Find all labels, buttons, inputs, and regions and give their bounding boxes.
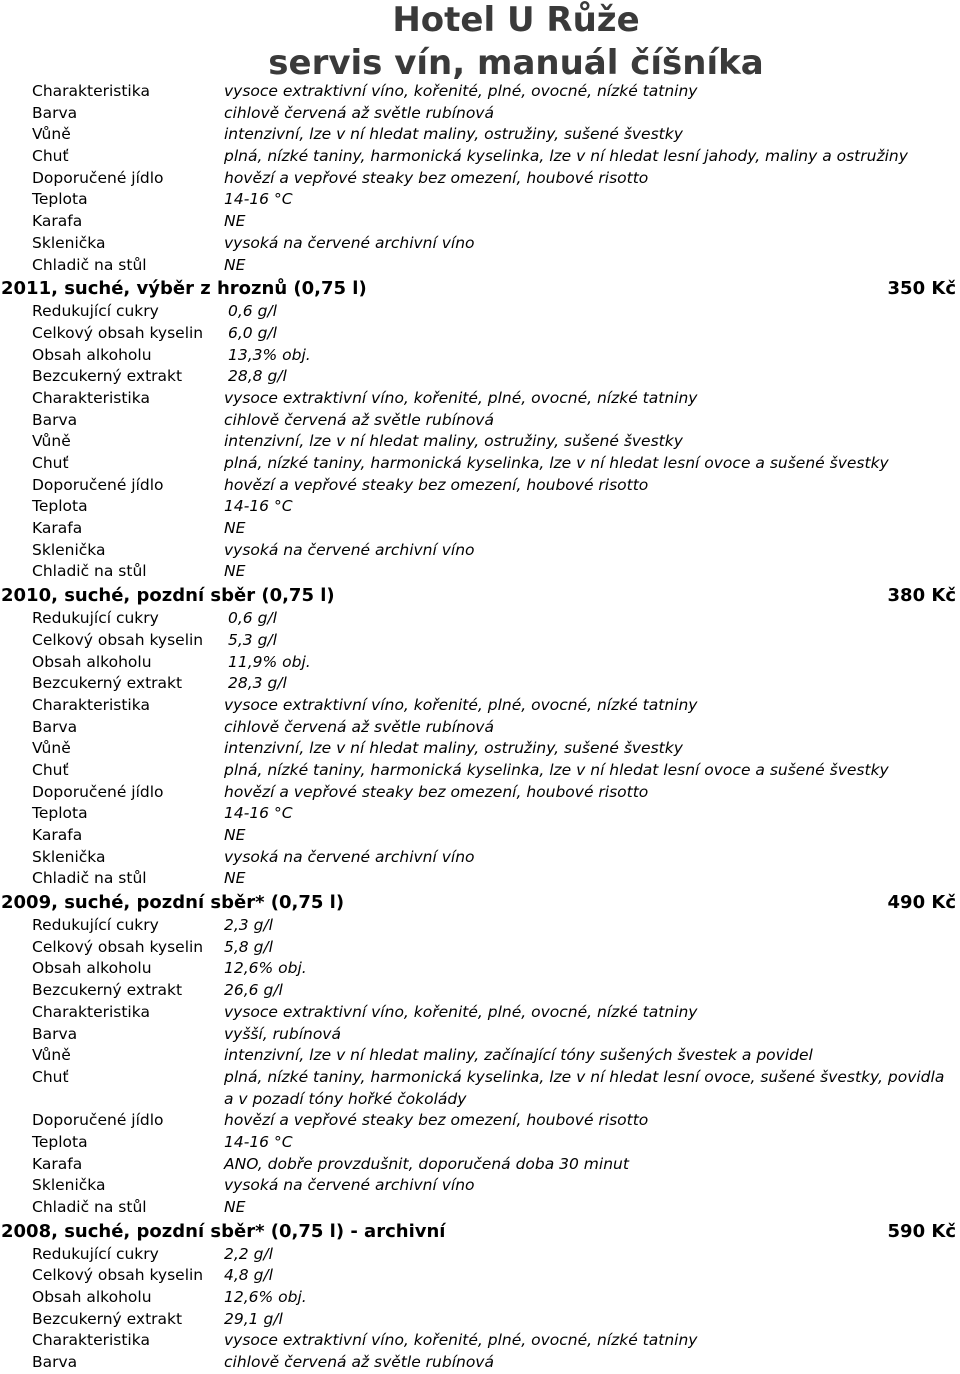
- detail-value: 28,3 g/l: [228, 674, 287, 693]
- detail-row: [0, 1110, 960, 1132]
- detail-value: cihlově červená až světle rubínová: [224, 103, 494, 122]
- detail-label: Vůně: [32, 1046, 71, 1065]
- detail-label: Chuť: [32, 760, 69, 779]
- wine-price: 350 Kč: [887, 278, 956, 300]
- detail-label: Redukující cukry: [32, 1244, 159, 1263]
- detail-label: Bezcukerný extrakt: [32, 367, 183, 386]
- wine-entry: [0, 1219, 960, 1374]
- detail-row: [0, 323, 960, 345]
- detail-value: intenzivní, lze v ní hledat maliny, ostružiny, sušené švestky: [224, 432, 683, 451]
- detail-label: Sklenička: [32, 847, 106, 866]
- detail-value: ANO, dobře provzdušnit, doporučená doba 30 minut: [224, 1154, 629, 1173]
- detail-label: Celkový obsah kyselin: [32, 630, 204, 649]
- wine-heading: [0, 583, 960, 608]
- detail-value: 6,0 g/l: [228, 323, 277, 342]
- detail-label: Teplota: [32, 1132, 88, 1151]
- detail-row: [0, 825, 960, 847]
- detail-value: vysoká na červené archivní víno: [224, 1176, 475, 1195]
- document-subtitle: servis vín, manuál číšníka: [268, 43, 764, 83]
- detail-label: Chladič na stůl: [32, 255, 147, 274]
- detail-label: Chladič na stůl: [32, 869, 147, 888]
- detail-label: Doporučené jídlo: [32, 168, 164, 187]
- detail-value: vysoce extraktivní víno, kořenité, plné, ovocné, nízké tatniny: [224, 82, 698, 100]
- detail-row: [0, 301, 960, 323]
- detail-value: cihlově červená až světle rubínová: [224, 717, 494, 736]
- detail-label: Barva: [32, 1353, 78, 1372]
- detail-label: Sklenička: [32, 233, 106, 252]
- wine-entry: [0, 890, 960, 1219]
- detail-row: [0, 1175, 960, 1197]
- detail-label: Charakteristika: [32, 695, 150, 714]
- detail-row: [0, 980, 960, 1002]
- wine-heading: [0, 276, 960, 301]
- detail-label: Redukující cukry: [32, 609, 159, 628]
- detail-value: NE: [224, 212, 246, 231]
- detail-row: [0, 803, 960, 825]
- detail-value: plná, nízké taniny, harmonická kyselinka, lze v ní hledat lesní ovoce, sušené švestky, povidla a v pozadí tóny hořké čokolády: [224, 1067, 945, 1108]
- detail-value: NE: [224, 869, 246, 888]
- detail-row: [0, 1287, 960, 1309]
- wine-list: [0, 81, 960, 1374]
- detail-label: Bezcukerný extrakt: [32, 981, 183, 1000]
- detail-label: Redukující cukry: [32, 916, 159, 935]
- detail-value: 12,6% obj.: [224, 959, 307, 978]
- wine-title: 2010, suché, pozdní sběr (0,75 l): [1, 585, 335, 607]
- wine-entry: [0, 583, 960, 890]
- detail-value: vysoká na červené archivní víno: [224, 847, 475, 866]
- detail-value: plná, nízké taniny, harmonická kyselinka, lze v ní hledat lesní ovoce a sušené švestky: [224, 760, 889, 779]
- detail-row: [0, 608, 960, 630]
- detail-row: [0, 1309, 960, 1331]
- detail-row: [0, 782, 960, 804]
- intro-block: [0, 81, 960, 276]
- detail-row: [0, 1024, 960, 1046]
- detail-label: Karafa: [32, 212, 83, 231]
- detail-row: [0, 453, 960, 475]
- detail-value: NE: [224, 1198, 246, 1217]
- detail-value: NE: [224, 519, 246, 538]
- detail-label: Teplota: [32, 804, 88, 823]
- detail-value: 5,8 g/l: [224, 937, 273, 956]
- detail-row: [0, 847, 960, 869]
- detail-row: [0, 124, 960, 146]
- wine-heading: [0, 890, 960, 915]
- detail-label: Sklenička: [32, 540, 106, 559]
- detail-label: Obsah alkoholu: [32, 652, 152, 671]
- detail-value: vysoce extraktivní víno, kořenité, plné, ovocné, nízké tatniny: [224, 1331, 698, 1350]
- detail-label: Doporučené jídlo: [32, 782, 164, 801]
- detail-row: [0, 388, 960, 410]
- detail-row: [0, 673, 960, 695]
- detail-label: Charakteristika: [32, 82, 150, 100]
- detail-row: [0, 189, 960, 211]
- wine-price: 380 Kč: [887, 585, 956, 607]
- detail-value: NE: [224, 255, 246, 274]
- detail-row: [0, 146, 960, 168]
- detail-label: Barva: [32, 1024, 78, 1043]
- detail-row: [0, 211, 960, 233]
- detail-row: [0, 168, 960, 190]
- detail-row: [0, 1244, 960, 1266]
- detail-row: [0, 1045, 960, 1067]
- detail-row: [0, 1352, 960, 1374]
- detail-row: [0, 1154, 960, 1176]
- detail-row: [0, 561, 960, 583]
- detail-label: Chuť: [32, 1067, 69, 1086]
- detail-label: Chuť: [32, 147, 69, 166]
- detail-value: hovězí a vepřové steaky bez omezení, houbové risotto: [224, 168, 649, 187]
- detail-value: 26,6 g/l: [224, 981, 283, 1000]
- detail-value: intenzivní, lze v ní hledat maliny, ostružiny, sušené švestky: [224, 739, 683, 758]
- detail-label: Vůně: [32, 739, 71, 758]
- detail-row: [0, 518, 960, 540]
- detail-value: NE: [224, 826, 246, 844]
- detail-row: [0, 475, 960, 497]
- detail-label: Chladič na stůl: [32, 562, 147, 581]
- detail-value: NE: [224, 562, 246, 581]
- detail-value: hovězí a vepřové steaky bez omezení, houbové risotto: [224, 475, 649, 494]
- detail-label: Obsah alkoholu: [32, 959, 152, 978]
- detail-value: 12,6% obj.: [224, 1288, 307, 1307]
- detail-label: Teplota: [32, 497, 88, 516]
- detail-value: vysoce extraktivní víno, kořenité, plné, ovocné, nízké tatniny: [224, 695, 698, 714]
- detail-value: 5,3 g/l: [228, 630, 277, 649]
- detail-value: plná, nízké taniny, harmonická kyselinka, lze v ní hledat lesní ovoce a sušené švestky: [224, 454, 889, 472]
- detail-value: plná, nízké taniny, harmonická kyselinka, lze v ní hledat lesní jahody, maliny a ostružiny: [224, 147, 908, 166]
- detail-label: Chladič na stůl: [32, 1198, 147, 1217]
- detail-label: Vůně: [32, 432, 71, 451]
- detail-value: hovězí a vepřové steaky bez omezení, houbové risotto: [224, 1111, 649, 1130]
- detail-row: [0, 1330, 960, 1352]
- detail-label: Sklenička: [32, 1176, 106, 1195]
- detail-label: Celkový obsah kyselin: [32, 1266, 204, 1285]
- detail-row: [0, 103, 960, 125]
- detail-value: 2,3 g/l: [224, 916, 273, 935]
- detail-row: [0, 496, 960, 518]
- detail-row: [0, 937, 960, 959]
- detail-row: [0, 652, 960, 674]
- wine-heading: [0, 1219, 960, 1244]
- detail-row: [0, 717, 960, 739]
- detail-row: [0, 1197, 960, 1219]
- detail-row: [0, 255, 960, 277]
- detail-label: Teplota: [32, 190, 88, 209]
- detail-row: [0, 81, 960, 103]
- detail-value: 14-16 °C: [224, 190, 293, 209]
- detail-value: hovězí a vepřové steaky bez omezení, houbové risotto: [224, 782, 649, 801]
- detail-value: 13,3% obj.: [228, 345, 311, 364]
- detail-value: 29,1 g/l: [224, 1309, 283, 1328]
- detail-label: Doporučené jídlo: [32, 475, 164, 494]
- detail-value: 4,8 g/l: [224, 1266, 273, 1285]
- detail-label: Chuť: [32, 454, 69, 472]
- detail-row: [0, 410, 960, 432]
- wine-price: 590 Kč: [887, 1220, 956, 1242]
- wine-title: 2008, suché, pozdní sběr* (0,75 l) - archivní: [1, 1220, 446, 1242]
- detail-value: 14-16 °C: [224, 1132, 293, 1151]
- detail-label: Bezcukerný extrakt: [32, 1309, 183, 1328]
- document-title: Hotel U Růže: [392, 0, 640, 40]
- detail-label: Barva: [32, 410, 78, 429]
- detail-label: Charakteristika: [32, 1002, 150, 1021]
- detail-row: [0, 760, 960, 782]
- detail-label: Bezcukerný extrakt: [32, 674, 183, 693]
- detail-label: Vůně: [32, 125, 71, 144]
- detail-value: vysoce extraktivní víno, kořenité, plné, ovocné, nízké tatniny: [224, 388, 698, 407]
- detail-row: [0, 345, 960, 367]
- detail-row: [0, 1002, 960, 1024]
- detail-row: [0, 915, 960, 937]
- wine-price: 490 Kč: [887, 892, 956, 914]
- detail-label: Doporučené jídlo: [32, 1111, 164, 1130]
- detail-label: Barva: [32, 717, 78, 736]
- detail-label: Karafa: [32, 826, 83, 844]
- detail-row: [0, 1132, 960, 1154]
- detail-value: 0,6 g/l: [228, 609, 277, 628]
- detail-value: 14-16 °C: [224, 497, 293, 516]
- detail-row: [0, 868, 960, 890]
- detail-value: cihlově červená až světle rubínová: [224, 1353, 494, 1372]
- detail-label: Celkový obsah kyselin: [32, 323, 204, 342]
- detail-label: Obsah alkoholu: [32, 1288, 152, 1307]
- wine-entry: [0, 276, 960, 583]
- detail-value: 2,2 g/l: [224, 1244, 273, 1263]
- detail-value: 14-16 °C: [224, 804, 293, 823]
- detail-value: intenzivní, lze v ní hledat maliny, začínající tóny sušených švestek a povidel: [224, 1046, 813, 1065]
- detail-row: [0, 695, 960, 717]
- detail-row: [0, 630, 960, 652]
- detail-label: Karafa: [32, 1154, 83, 1173]
- detail-label: Redukující cukry: [32, 302, 159, 321]
- detail-row: [0, 1265, 960, 1287]
- wine-title: 2009, suché, pozdní sběr* (0,75 l): [1, 892, 345, 914]
- detail-row: [0, 366, 960, 388]
- detail-value: 0,6 g/l: [228, 302, 277, 321]
- detail-row: [0, 738, 960, 760]
- detail-value: 28,8 g/l: [228, 367, 287, 386]
- detail-value: vysoká na červené archivní víno: [224, 233, 475, 252]
- detail-value: vyšší, rubínová: [224, 1024, 341, 1043]
- detail-row: [0, 1067, 960, 1110]
- detail-row: [0, 958, 960, 980]
- detail-label: Charakteristika: [32, 1331, 150, 1350]
- detail-value: vysoká na červené archivní víno: [224, 540, 475, 559]
- detail-value: cihlově červená až světle rubínová: [224, 410, 494, 429]
- detail-value: vysoce extraktivní víno, kořenité, plné, ovocné, nízké tatniny: [224, 1002, 698, 1021]
- detail-value: intenzivní, lze v ní hledat maliny, ostružiny, sušené švestky: [224, 125, 683, 144]
- detail-label: Barva: [32, 103, 78, 122]
- detail-row: [0, 431, 960, 453]
- detail-value: 11,9% obj.: [228, 652, 311, 671]
- wine-title: 2011, suché, výběr z hroznů (0,75 l): [1, 278, 367, 300]
- detail-label: Obsah alkoholu: [32, 345, 152, 364]
- detail-label: Karafa: [32, 519, 83, 538]
- detail-label: Celkový obsah kyselin: [32, 937, 204, 956]
- detail-label: Charakteristika: [32, 388, 150, 407]
- detail-row: [0, 540, 960, 562]
- detail-row: [0, 233, 960, 255]
